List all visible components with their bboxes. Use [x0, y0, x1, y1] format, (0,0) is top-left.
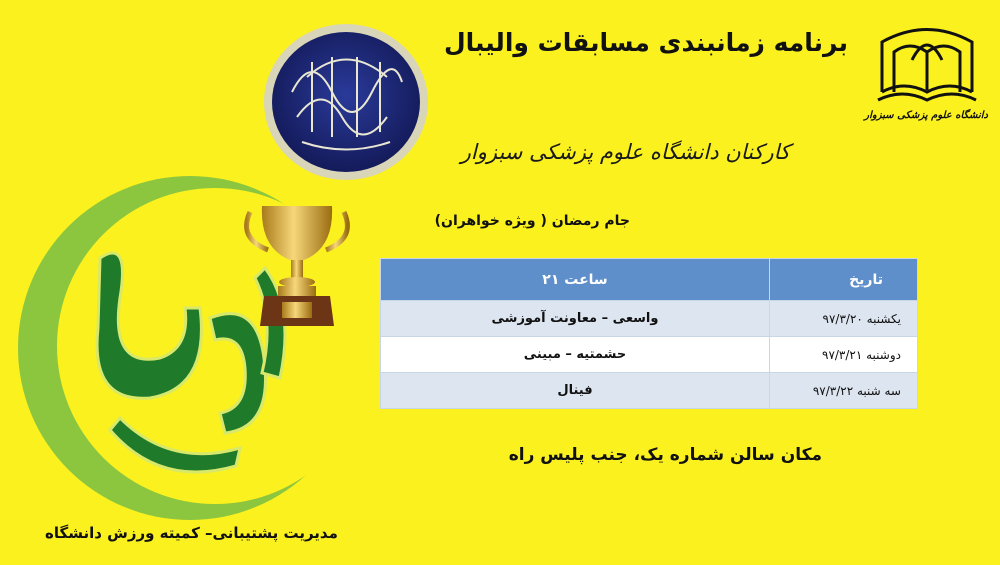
- footer-text: مدیریت پشتیبانی– کمیته ورزش دانشگاه: [45, 524, 338, 542]
- subtitle: کارکنان دانشگاه علوم پزشکی سبزوار: [460, 140, 790, 164]
- table-header-row: [381, 259, 918, 301]
- location-text: مکان سالن شماره یک، جنب پلیس راه: [508, 445, 822, 465]
- row-date: یکشنبه ۹۷/۳/۲۰: [770, 301, 918, 337]
- row-teams: فینال: [381, 373, 770, 409]
- page-title: برنامه زمانبندی مسابقات والیبال: [443, 28, 848, 57]
- row-teams: واسعی – معاونت آموزشی: [381, 301, 770, 337]
- header-date: تاریخ: [770, 259, 918, 301]
- schedule-table: [380, 258, 918, 409]
- table-row: [381, 337, 918, 373]
- row-date: سه شنبه ۹۷/۳/۲۲: [770, 373, 918, 409]
- cup-label: جام رمضان ( ویژه خواهران): [434, 213, 630, 229]
- university-logo: [872, 12, 982, 122]
- trophy-icon: [242, 198, 352, 330]
- header-time: ساعت ۲۱: [381, 259, 770, 301]
- table-row: [381, 301, 918, 337]
- university-name: دانشگاه علوم پزشکی سبزوار: [864, 110, 988, 121]
- row-date: دوشنبه ۹۷/۳/۲۱: [770, 337, 918, 373]
- row-teams: حشمتیه – مبینی: [381, 337, 770, 373]
- calligraphy-seal: [262, 22, 430, 182]
- table-row: [381, 373, 918, 409]
